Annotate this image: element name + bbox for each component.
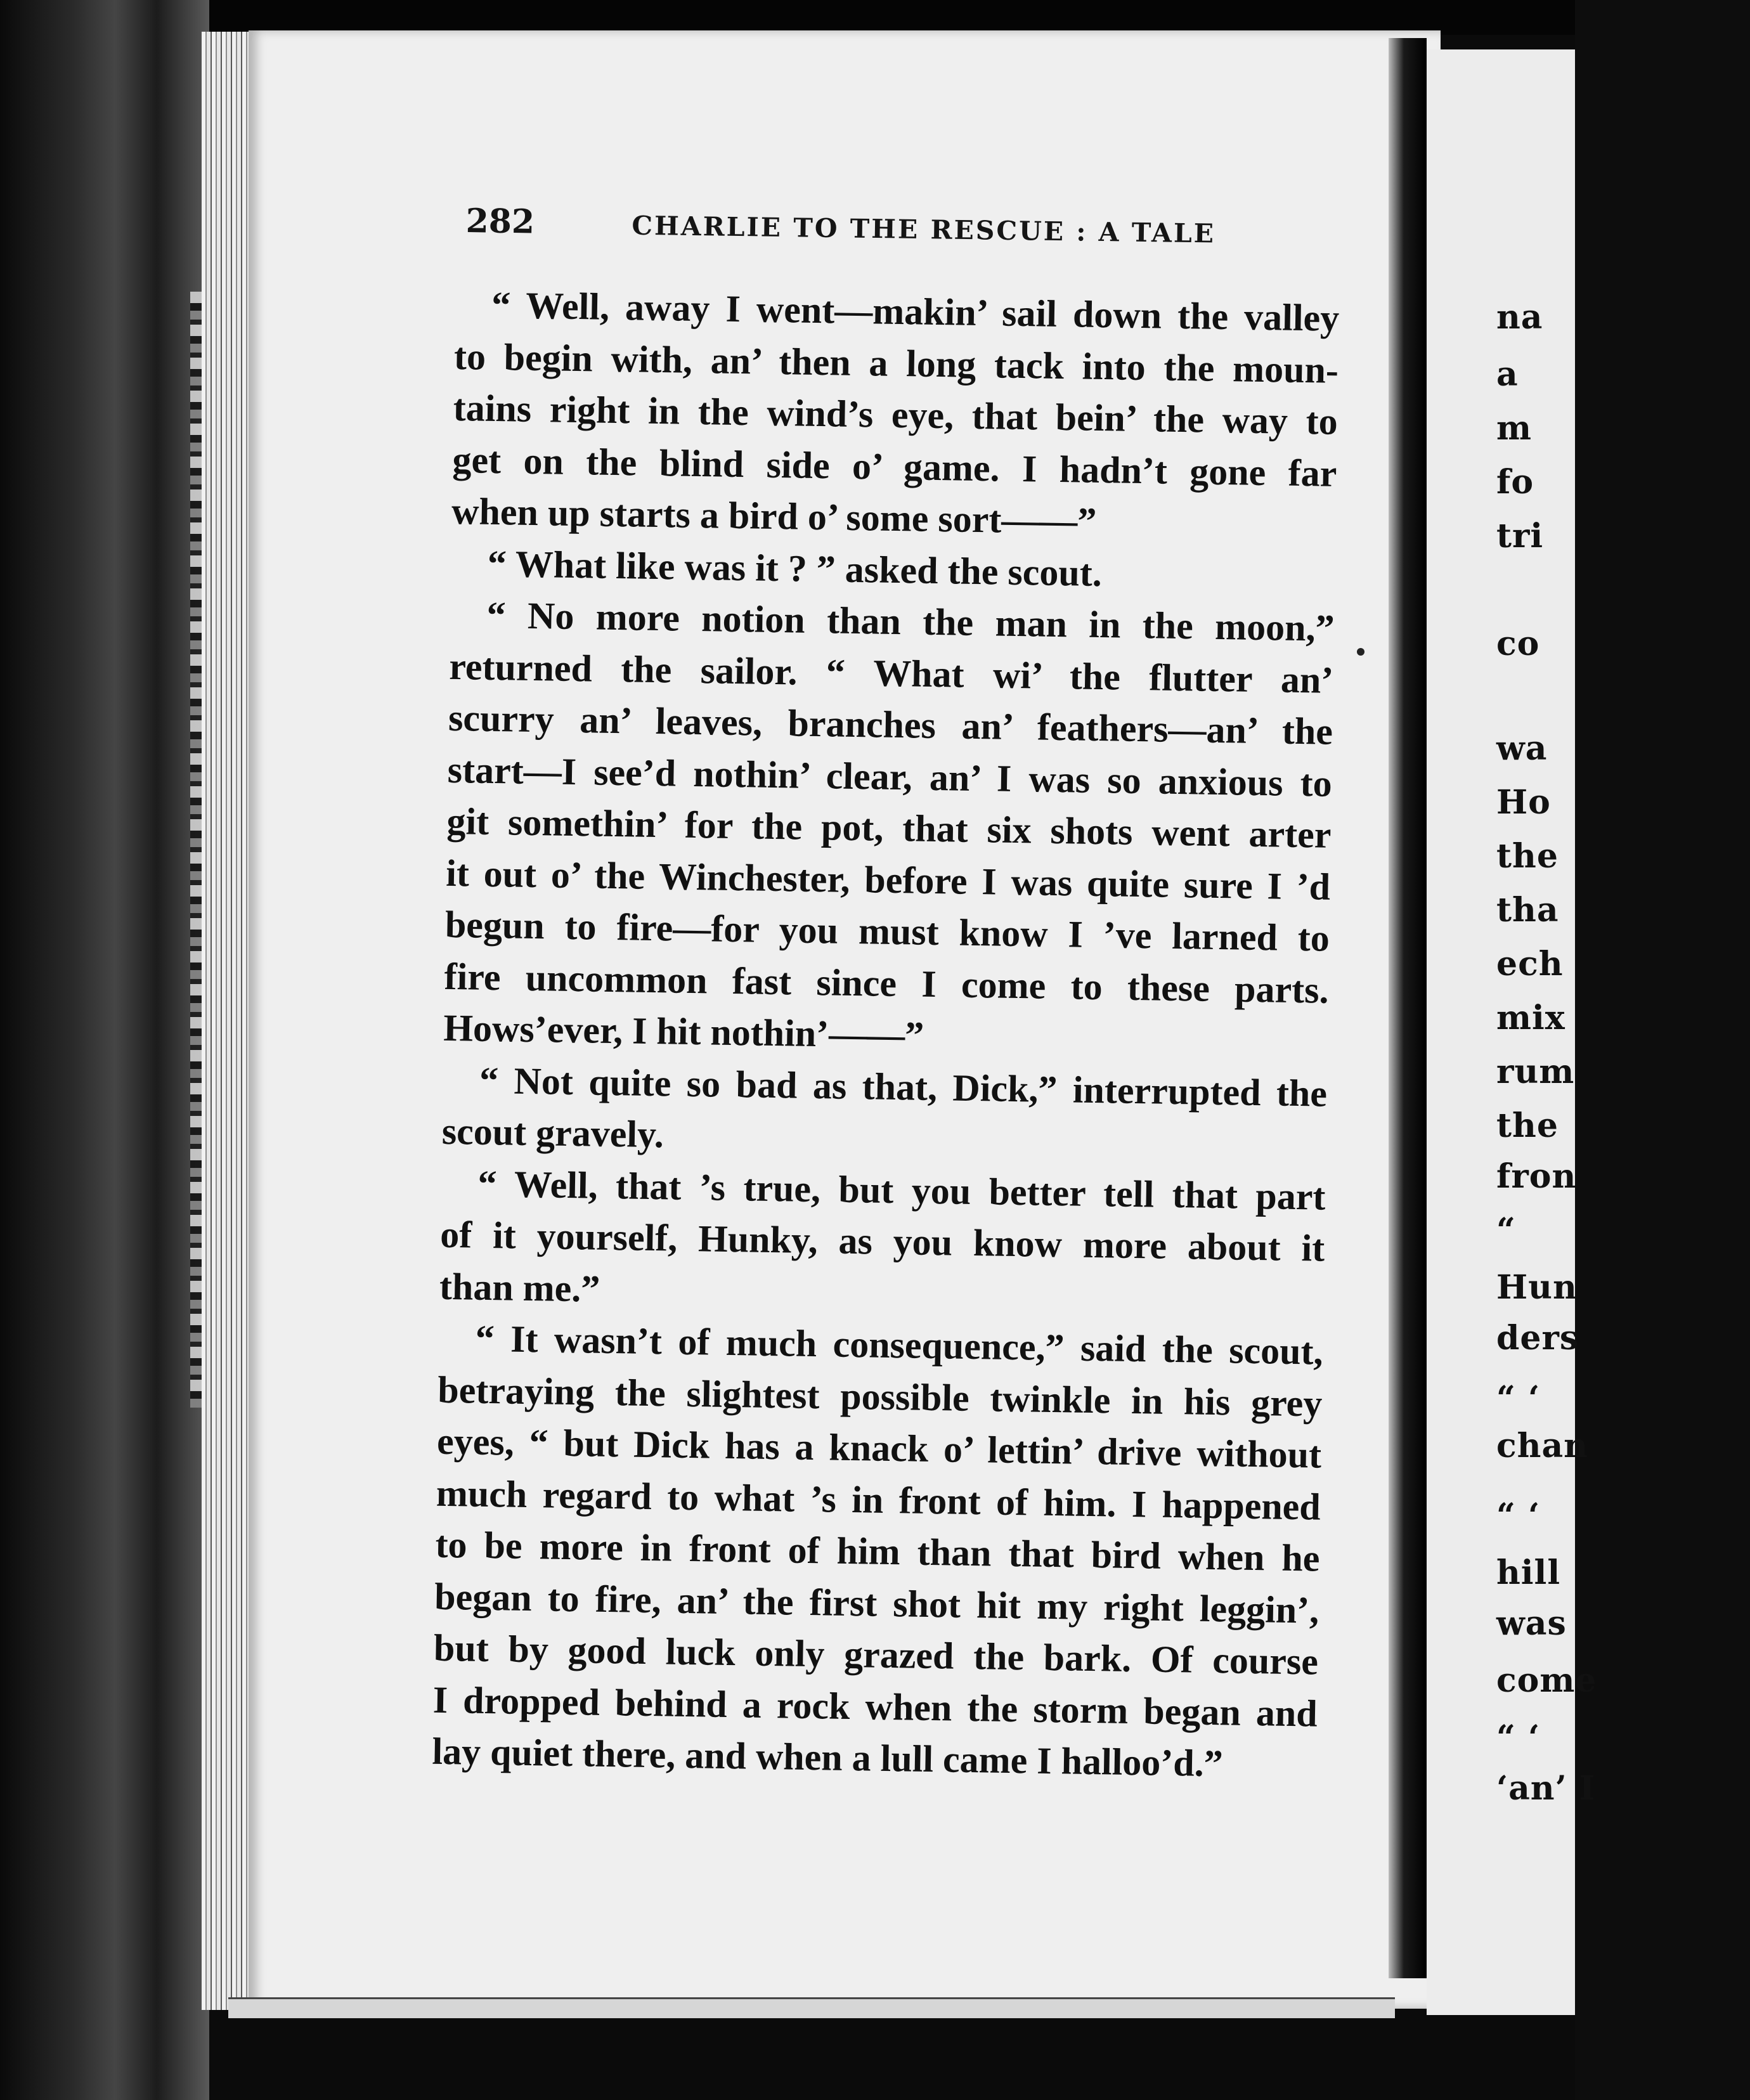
text-line: scurry an’ leaves, branches an’ feathers—an’ the <box>448 696 1333 753</box>
paragraph-text <box>432 279 1340 1791</box>
facing-page-line: a <box>1496 355 1519 394</box>
text-line: “ It wasn’t of much consequence,” said the scout, <box>475 1317 1324 1373</box>
facing-page-line: “ ‘ <box>1496 1718 1541 1757</box>
facing-page-line: “ ‘ <box>1496 1379 1541 1418</box>
text-line: than me.” <box>439 1265 600 1310</box>
facing-page-line: rum <box>1496 1053 1575 1091</box>
book-spine <box>0 0 209 2100</box>
text-line: to be more in front of him than that bird when he <box>435 1523 1320 1579</box>
text-line: lay quiet there, and when a lull came I halloo’d.” <box>432 1730 1224 1785</box>
facing-page-line: tha <box>1496 891 1559 930</box>
facing-page-line: ‘an’ I <box>1496 1769 1596 1808</box>
page-edges <box>202 32 252 2010</box>
text-line: “ Not quite so bad as that, Dick,” interrupted the <box>479 1059 1328 1115</box>
running-title: CHARLIE TO THE RESCUE : A TALE <box>632 210 1216 249</box>
text-line: betraying the slightest possible twinkle in his grey <box>437 1368 1323 1425</box>
facing-page-line: wa <box>1496 729 1548 768</box>
facing-page-line: mix <box>1496 999 1565 1037</box>
facing-page-line: tri <box>1496 517 1544 555</box>
text-line: but by good luck only grazed the bark. Of course <box>433 1626 1319 1683</box>
text-line: git somethin’ for the pot, that six shots went arter <box>446 800 1332 856</box>
facing-page-line: ders <box>1496 1319 1579 1358</box>
text-line: tains right in the wind’s eye, that bein’ the way to <box>453 386 1338 443</box>
text-line: begun to fire—for you must know I ’ve larned to <box>444 903 1330 959</box>
facing-page-line: chan <box>1496 1427 1588 1465</box>
facing-page-line: the <box>1496 1106 1559 1145</box>
facing-page-line: m <box>1496 409 1533 448</box>
facing-page-line: fron <box>1496 1157 1577 1196</box>
text-line: get on the blind side o’ game. I hadn’t gone far <box>452 438 1337 495</box>
facing-page-line: the <box>1496 837 1559 876</box>
text-line: much regard to what ’s in front of him. I happened <box>436 1472 1321 1528</box>
facing-page-line: Hun <box>1496 1268 1578 1307</box>
text-line: “ What like was it ? ” asked the scout. <box>487 542 1103 594</box>
page-bottom-edge <box>228 1997 1395 2018</box>
facing-page-line: ech <box>1496 945 1564 983</box>
text-line: I dropped behind a rock when the storm began and <box>432 1678 1318 1735</box>
text-line: Hows’ever, I hit nothin’——” <box>443 1006 924 1056</box>
text-line: of it yourself, Hunky, as you know more about it <box>439 1213 1325 1269</box>
facing-page-fragment <box>1427 49 1597 2015</box>
text-line: fire uncommon fast since I come to these parts. <box>444 955 1330 1011</box>
ink-speck <box>1357 648 1364 656</box>
text-line: returned the sailor. “ What wi’ the flutter an’ <box>448 645 1334 701</box>
facing-page-line: na <box>1496 298 1543 337</box>
text-line: began to fire, an’ the first shot hit my right leggin’, <box>434 1575 1319 1631</box>
facing-page-line: “ ‘ <box>1496 1496 1541 1535</box>
text-line: scout gravely. <box>441 1110 664 1156</box>
facing-page-line: co <box>1496 625 1540 663</box>
facing-page-line: “ <box>1496 1211 1516 1250</box>
text-line: it out o’ the Winchester, before I was quite sure I ’d <box>445 852 1331 908</box>
facing-page-line: fo <box>1496 463 1534 502</box>
facing-page-line: was <box>1496 1604 1567 1643</box>
text-line: “ No more notion than the man in the moon,” <box>486 593 1335 649</box>
text-line: “ Well, that ’s true, but you better tell that part <box>477 1162 1326 1218</box>
scan-top-border <box>0 0 1575 35</box>
page-gutter <box>1389 38 1427 1978</box>
page-number: 282 <box>465 202 535 242</box>
facing-page-line: Ho <box>1496 783 1551 822</box>
text-line: to begin with, an’ then a long tack into the moun- <box>453 335 1339 391</box>
body-text <box>432 279 1340 1791</box>
text-line: eyes, “ but Dick has a knack o’ lettin’ drive without <box>436 1420 1322 1476</box>
text-line: when up starts a bird o’ some sort——” <box>451 489 1097 542</box>
text-line: “ Well, away I went—makin’ sail down the valley <box>491 283 1340 339</box>
facing-page-line: come <box>1496 1661 1597 1700</box>
facing-page-line: hill <box>1496 1553 1561 1592</box>
text-line: start—I see’d nothin’ clear, an’ I was so anxious to <box>447 748 1333 805</box>
